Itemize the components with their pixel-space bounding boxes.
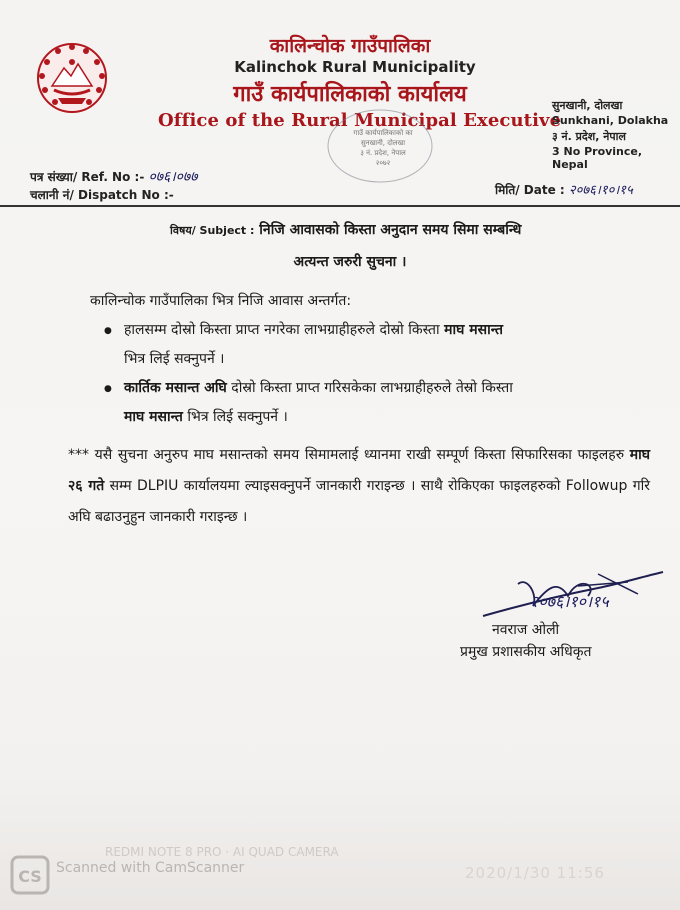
address-nepali: सुनखानी, दोलखा [552, 99, 623, 112]
reference-number [30, 167, 198, 186]
subject-text: निजि आवासको किस्ता अनुदान समय सिमा सम्बन्धि [259, 222, 522, 238]
bullet1-emphasis: माघ मसान्त [444, 322, 504, 338]
bullet2-text-end: भित्र लिई सक्नुपर्ने । [182, 409, 288, 425]
bullet1-text: हालसम्म दोस्रो किस्ता प्राप्त नगरेका लाभग्राहीहरुले दोस्रो किस्ता [124, 322, 445, 338]
camera-watermark: REDMI NOTE 8 PRO · AI QUAD CAMERA [105, 845, 339, 859]
notice-deadline: माघ २६ गते [68, 447, 650, 494]
municipality-title-nepali: कालिन्चोक गाउँपालिका [269, 35, 431, 57]
scanner-watermark: Scanned with CamScanner [56, 860, 245, 876]
bullet-item-2 [124, 374, 644, 432]
notice-text: *** यसै सुचना अनुरुप माघ मसान्तको समय सिमामलाई ध्यानमा राखी सम्पूर्ण किस्ता सिफारिसका फाइलहरु [68, 447, 630, 463]
bullet2-emphasis: कार्तिक मसान्त अघि [124, 380, 227, 396]
intro-text: कालिन्चोक गाउँपालिका भित्र निजि आवास अन्तर्गत: [90, 293, 352, 309]
bullet-item-1 [124, 316, 644, 374]
province-english: 3 No Province, Nepal [552, 145, 643, 171]
bullet1-text-end: भित्र लिई सक्नुपर्ने । [124, 351, 225, 367]
subject-line [170, 220, 521, 239]
photo-timestamp: 2020/1/30 11:56 [465, 864, 605, 882]
date-label: मिति/ Date : [495, 183, 565, 197]
subject-text-line2: अत्यन्त जरुरी सुचना । [293, 254, 407, 270]
notice-paragraph [68, 440, 650, 533]
date-field [495, 180, 633, 198]
bullet-dot: ● [104, 384, 112, 394]
dispatch-label: चलानी नं/ Dispatch No :- [30, 188, 174, 202]
notice-text-end: सम्म DLPIU कार्यालयमा ल्याइसक्नुपर्ने जानकारी गराइन्छ । साथै रोकिएका फाइलहरुको Followup गरि अघि बढाउनुहुन जानकारी गराइन्छ । [68, 478, 650, 525]
address-english: Sunkhani, Dolakha [552, 114, 669, 127]
svg-text:CS: CS [18, 867, 42, 886]
bullet-dot: ● [104, 326, 112, 336]
stamp-line: सुनखानी, दोलखा [360, 139, 406, 147]
stamp-line: २०७२ [375, 159, 391, 167]
date-value: २०७६।१०।१५ [568, 183, 633, 198]
stamp-line: ३ नं. प्रदेश, नेपाल [360, 149, 406, 157]
office-title-english: Office of the Rural Municipal Executive [158, 110, 562, 131]
province-nepali: ३ नं. प्रदेश, नेपाल [552, 130, 626, 143]
camscanner-logo-icon [10, 855, 50, 895]
bullet2-emphasis-2: माघ मसान्त [124, 409, 183, 425]
ref-label: पत्र संख्या/ Ref. No :- [30, 170, 145, 184]
signatory-title: प्रमुख प्रशासकीय अधिकृत [460, 644, 592, 660]
office-title-nepali: गाउँ कार्यपालिकाको कार्यालय [233, 82, 467, 107]
stamp-text [338, 128, 428, 168]
signature-date: २०७६।१०।१५ [530, 592, 609, 611]
stamp-line: गाउँ कार्यपालिकाको का [353, 129, 413, 137]
bullet2-text: दोस्रो किस्ता प्राप्त गरिसकेका लाभग्राहीहरुले तेस्रो किस्ता [226, 380, 513, 396]
header-divider [0, 205, 680, 207]
ref-value: ०७६।०७७ [148, 169, 198, 185]
municipality-title-english: Kalinchok Rural Municipality [234, 58, 476, 76]
subject-label: विषय/ Subject : [170, 224, 255, 237]
signatory-name: नवराज ओली [492, 622, 560, 638]
